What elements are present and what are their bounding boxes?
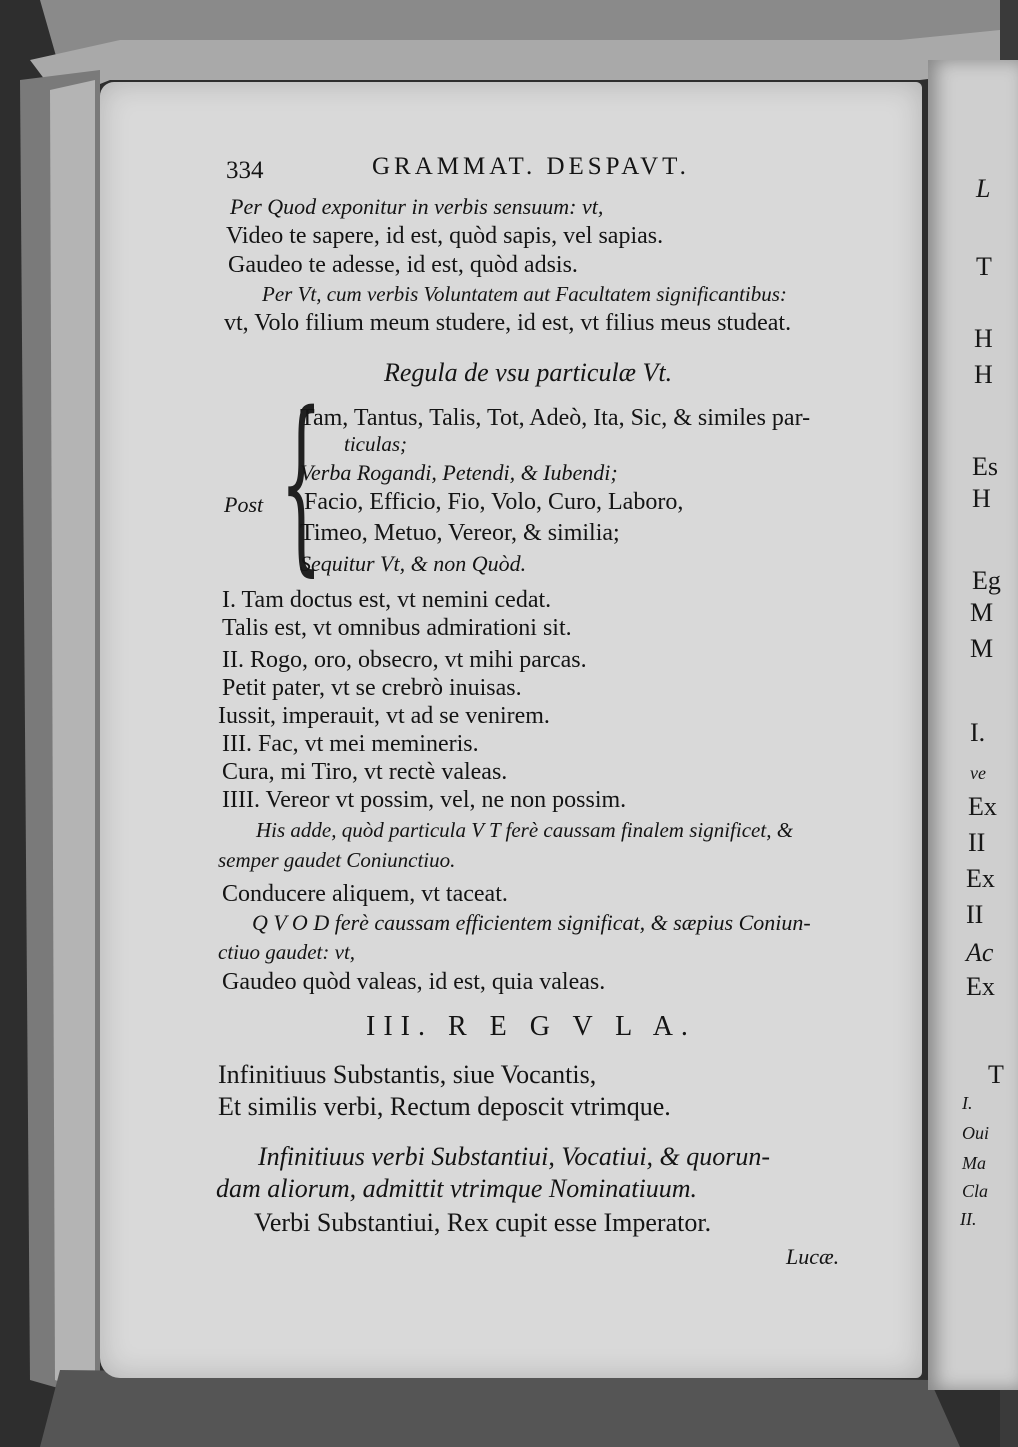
text-line: I. Tam doctus est, vt nemini cedat. <box>222 587 552 613</box>
facing-fragment: Ma <box>962 1153 986 1173</box>
text-line: ticulas; <box>344 432 407 456</box>
text-line: vt, Volo filium meum studere, id est, vt filius meus studeat. <box>224 310 792 336</box>
text-line: Gaudeo quòd valeas, id est, quia valeas. <box>222 969 606 995</box>
text-line: dam aliorum, admittit vtrimque Nominatiuum. <box>216 1174 697 1203</box>
text-line: Infinitiuus verbi Substantiui, Vocatiui, & quorun- <box>258 1142 771 1171</box>
facing-fragment: II. <box>960 1209 977 1229</box>
text-line: Q V O D ferè caussam efficientem significat, & sæpius Coniun- <box>252 910 811 935</box>
text-line: Conducere aliquem, vt taceat. <box>222 881 508 907</box>
text-line: III. Fac, vt mei memineris. <box>222 731 479 757</box>
facing-fragment: Ex <box>966 864 995 893</box>
facing-fragment: Eg <box>972 566 1001 595</box>
facing-fragment: II <box>966 900 984 929</box>
brace: { <box>280 372 323 593</box>
facing-fragment: T <box>988 1060 1004 1089</box>
text-line: semper gaudet Coniunctiuo. <box>218 848 456 872</box>
margin-label-post: Post <box>224 492 264 517</box>
facing-fragment: H <box>974 324 993 353</box>
facing-fragment: Ac <box>966 938 994 967</box>
text-line: Tam, Tantus, Talis, Tot, Adeò, Ita, Sic, & similes par- <box>300 405 811 431</box>
page-number: 334 <box>226 157 264 184</box>
rule-heading: Regula de vsu particulæ Vt. <box>384 358 673 387</box>
facing-fragment: I. <box>962 1093 973 1113</box>
running-title: GRAMMAT. DESPAVT. <box>372 153 690 180</box>
text-line: Per Vt, cum verbis Voluntatem aut Facultatem significantibus: <box>262 282 787 306</box>
text-line: ctiuo gaudet: vt, <box>218 940 356 964</box>
facing-fragment: M <box>970 634 994 663</box>
facing-fragment: Ex <box>968 792 997 821</box>
facing-fragment: L <box>976 174 991 203</box>
facing-fragment: M <box>970 598 994 627</box>
facing-fragment: ve <box>970 763 986 783</box>
facing-fragment: II <box>968 828 986 857</box>
text-line: Sequitur Vt, & non Quòd. <box>300 551 527 576</box>
text-line: Gaudeo te adesse, id est, quòd adsis. <box>228 252 578 278</box>
facing-fragment: I. <box>970 718 986 747</box>
text-line: Petit pater, vt se crebrò inuisas. <box>222 675 522 701</box>
text-line: IIII. Vereor vt possim, vel, ne non possim. <box>222 787 627 813</box>
text-line: Verbi Substantiui, Rex cupit esse Imperator. <box>254 1208 712 1237</box>
text-line: Verba Rogandi, Petendi, & Iubendi; <box>300 460 618 485</box>
text-line: Iussit, imperauit, vt ad se venirem. <box>218 703 550 729</box>
facing-fragment: H <box>974 360 993 389</box>
verse-line: Infinitiuus Substantis, siue Vocantis, <box>218 1060 597 1089</box>
text-line: Talis est, vt omnibus admirationi sit. <box>222 615 572 641</box>
verse-line: Et similis verbi, Rectum deposcit vtrimque. <box>218 1092 671 1121</box>
facing-fragment: H <box>972 484 991 513</box>
text-line: Facio, Efficio, Fio, Volo, Curo, Laboro, <box>304 489 684 515</box>
facing-fragment: Oui <box>962 1123 989 1143</box>
text-line: II. Rogo, oro, obsecro, vt mihi parcas. <box>222 647 587 673</box>
text-line: Per Quod exponitur in verbis sensuum: vt, <box>230 194 604 219</box>
text-line: His adde, quòd particula V T ferè caussam finalem significet, & <box>256 818 794 842</box>
facing-fragment: Es <box>972 452 998 481</box>
text-line: Video te sapere, id est, quòd sapis, vel sapias. <box>226 223 664 249</box>
text-line: Timeo, Metuo, Vereor, & similia; <box>300 520 620 546</box>
section-heading: III. R E G V L A. <box>366 1011 696 1042</box>
facing-fragment: Cla <box>962 1181 989 1201</box>
facing-fragment: Ex <box>966 972 995 1001</box>
catchword: Lucæ. <box>786 1244 840 1269</box>
facing-fragment: T <box>976 252 992 281</box>
text-line: Cura, mi Tiro, vt rectè valeas. <box>222 759 508 785</box>
